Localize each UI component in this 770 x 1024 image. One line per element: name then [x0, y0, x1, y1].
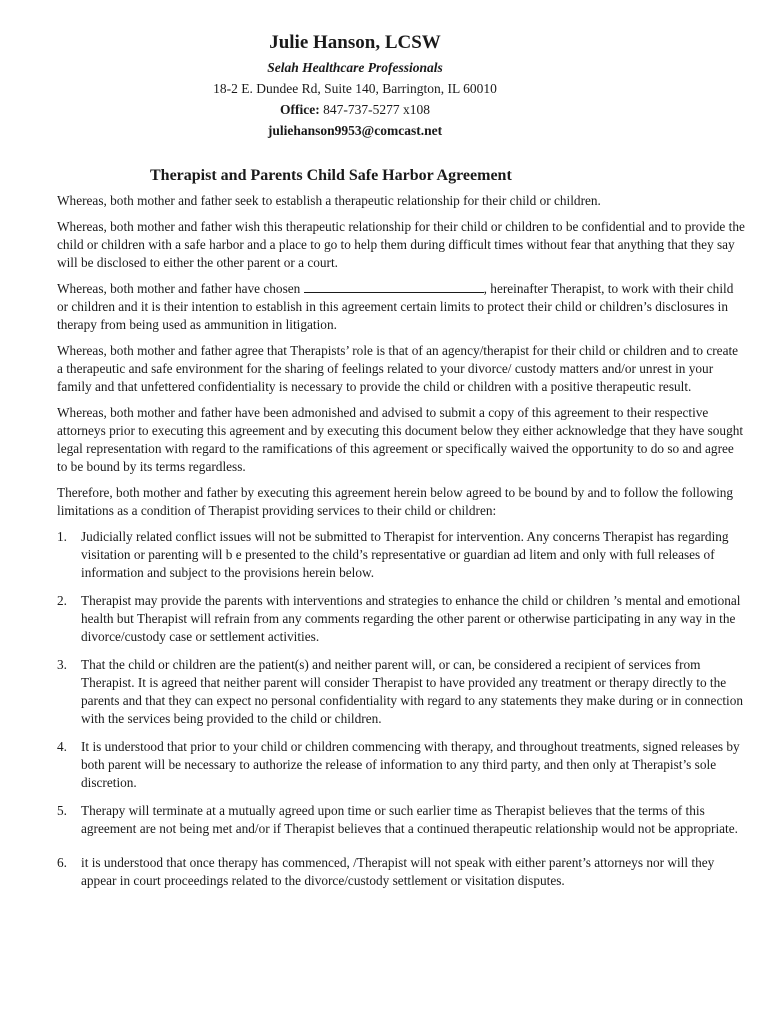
paragraph-2: Whereas, both mother and father wish this therapeutic relationship for their child or children to be confidential and to provide the child or children with a safe harbor and a place to go to help them during difficult times without fear that anything that they say will be disclosed to either the other parent or a court.: [57, 219, 745, 270]
clause-number: 1.: [57, 529, 67, 544]
clause-item: [57, 854, 747, 890]
clause-item: [57, 592, 747, 646]
clause-text: Therapist may provide the parents with interventions and strategies to enhance the child or children ’s mental and emotional health but Therapist will refrain from any comments regarding the other parent or otherwise participating in any way in the divorce/custody case or settlement activities.: [81, 593, 741, 644]
clause-number: 2.: [57, 593, 67, 608]
paragraph-3-start: Whereas, both mother and father have chosen: [57, 281, 304, 296]
clause-number: 3.: [57, 657, 67, 672]
clause-number: 5.: [57, 803, 67, 818]
clause-text: It is understood that prior to your child or children commencing with therapy, and throughout treatments, signed releases by both parent will be necessary to authorize the release of information to any third party, and then only at Therapist’s sole discretion.: [81, 739, 740, 790]
clause-item: [57, 656, 747, 728]
office-phone: 847-737-5277 x108: [323, 102, 430, 117]
clause-text: Judicially related conflict issues will not be submitted to Therapist for intervention. Any concerns Therapist has regarding visitation or parenting will b e presented to the child’s representative or guardian ad litem and only with full releases of information and subject to the provisions herein below.: [81, 529, 729, 580]
organization-name: Selah Healthcare Professionals: [267, 60, 443, 75]
document-title: Therapist and Parents Child Safe Harbor Agreement: [150, 167, 512, 184]
clause-text: That the child or children are the patient(s) and neither parent will, or can, be considered a recipient of services from Therapist. It is agreed that neither parent will consider Therapist to have provided any treatment or therapy directly to the parents and that they can expect no personal confidentiality with regard to any statements they make during or in connection with the services being provided to the child or children.: [81, 657, 744, 726]
clause-text: Therapy will terminate at a mutually agreed upon time or such earlier time as Therapist believes that the terms of this agreement are not being met and/or if Therapist believes that a continued therapeutic relationship would not be appropriate.: [81, 803, 738, 836]
paragraph-3-end: , hereinafter Therapist, to work with their child or children and it is their intention to establish in this agreement certain limits to protect their child or children’s disclosures in therapy from being used as ammunition in litigation.: [57, 281, 734, 332]
paragraph-1: Whereas, both mother and father seek to establish a therapeutic relationship for their child or children.: [57, 193, 601, 208]
practitioner-name: Julie Hanson, LCSW: [269, 32, 441, 53]
paragraph-6: Therefore, both mother and father by executing this agreement herein below agreed to be bound by and to follow the following limitations as a condition of Therapist providing services to their child or children:: [57, 485, 734, 518]
clause-number: 6.: [57, 855, 67, 870]
therapist-name-blank[interactable]: [304, 280, 484, 293]
clause-item: [57, 528, 747, 582]
office-phone-line: [0, 102, 740, 118]
clause-list: [57, 528, 747, 890]
address: 18-2 E. Dundee Rd, Suite 140, Barrington, IL 60010: [213, 81, 497, 96]
paragraph-4: Whereas, both mother and father agree that Therapists’ role is that of an agency/therapist for their child or children and to create a therapeutic and safe environment for the sharing of feelings related to your divorce/ custody matters and/or unrest in your family and that unfettered confidentiality is necessary to provide the child or children with a positive therapeutic result.: [57, 343, 739, 394]
document-body: [57, 192, 747, 900]
clause-number: 4.: [57, 739, 67, 754]
clause-item: [57, 738, 747, 792]
letterhead: [0, 32, 740, 139]
email-address: juliehanson9953@comcast.net: [267, 123, 443, 138]
paragraph-3: [57, 280, 747, 334]
clause-text: it is understood that once therapy has commenced, /Therapist will not speak with either parent’s attorneys nor will they appear in court proceedings related to the divorce/custody settlement or visitation disputes.: [81, 855, 715, 888]
office-label: Office:: [280, 102, 320, 117]
paragraph-5: Whereas, both mother and father have been admonished and advised to submit a copy of this agreement to their respective attorneys prior to executing this agreement and by executing this document below they either acknowledge that they have sought legal representation with regard to the ramifications of this agreement or specifically waived the opportunity to do so and agree to be bound by its terms regardless.: [57, 405, 744, 474]
clause-item: [57, 802, 747, 838]
